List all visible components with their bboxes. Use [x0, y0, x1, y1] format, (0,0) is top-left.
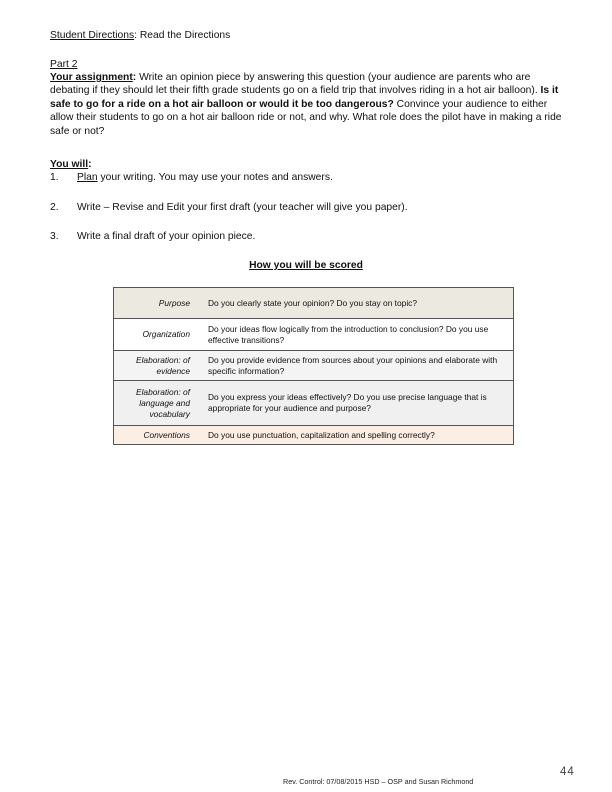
step-text: Write a final draft of your opinion piece. [77, 231, 256, 242]
rubric-row [114, 288, 513, 319]
rubric-description: Do you express your ideas effectively? Do you use precise language that is appropriate for your audience and purpose? [208, 392, 487, 413]
scoring-title: How you will be scored [249, 260, 363, 271]
you-will-colon: : [88, 159, 92, 170]
rubric-description: Do you clearly state your opinion? Do you stay on topic? [208, 297, 418, 308]
rubric-category: Conventions [143, 429, 190, 440]
assignment-text-2: Convince your audience to either allow their students to go on a hot air balloon ride or not, and why. What role does the pilot have in making a ride safe or not? [50, 98, 562, 137]
step-item [50, 201, 408, 214]
assignment-paragraph [50, 71, 570, 138]
directions-heading [50, 29, 230, 42]
assignment-text-1: Write an opinion piece by answering this question (your audience are parents who are debating if they should let their fifth grade students go on a field trip that involves riding in a hot air balloon). [50, 72, 541, 97]
you-will-heading [50, 158, 92, 171]
step-item [50, 171, 333, 184]
rubric-row [114, 381, 513, 426]
rubric-description: Do you use punctuation, capitalization and spelling correctly? [208, 429, 435, 440]
you-will-label: You will [50, 159, 89, 170]
scoring-rubric-table [113, 287, 514, 445]
rubric-category: Purpose [158, 297, 190, 308]
rubric-category: Organization [142, 329, 190, 339]
assignment-label: Your assignment [50, 72, 133, 83]
step-number: 1. [50, 172, 59, 183]
step-number: 3. [50, 231, 59, 242]
page-number: 44 [560, 766, 575, 778]
step-number: 2. [50, 202, 59, 213]
step-text: Write – Revise and Edit your first draft (your teacher will give you paper). [77, 202, 408, 213]
footer-revision-control: Rev. Control: 07/08/2015 HSD – OSP and Susan Richmond [283, 777, 474, 786]
rubric-description: Do you provide evidence from sources about your opinions and elaborate with specific information? [208, 354, 498, 376]
step-lead: Plan [77, 172, 98, 183]
assignment-question: Is it safe to go for a ride on a hot air balloon or would it be too dangerous? [50, 85, 559, 110]
rubric-category: Elaboration: of evidence [135, 354, 190, 376]
assignment-colon: : [132, 72, 137, 83]
rubric-row [114, 319, 513, 351]
rubric-row [114, 426, 513, 444]
rubric-category: Elaboration: of language and vocabulary [135, 386, 190, 419]
rubric-description: Do your ideas flow logically from the introduction to conclusion? Do you use effective transitions? [208, 323, 489, 345]
step-item [50, 230, 255, 243]
rubric-row [114, 351, 513, 381]
directions-label: Student Directions [50, 30, 135, 41]
directions-text: : Read the Directions [134, 30, 231, 41]
part-title: Part 2 [50, 59, 78, 70]
step-text: your writing. You may use your notes and answers. [97, 172, 333, 183]
